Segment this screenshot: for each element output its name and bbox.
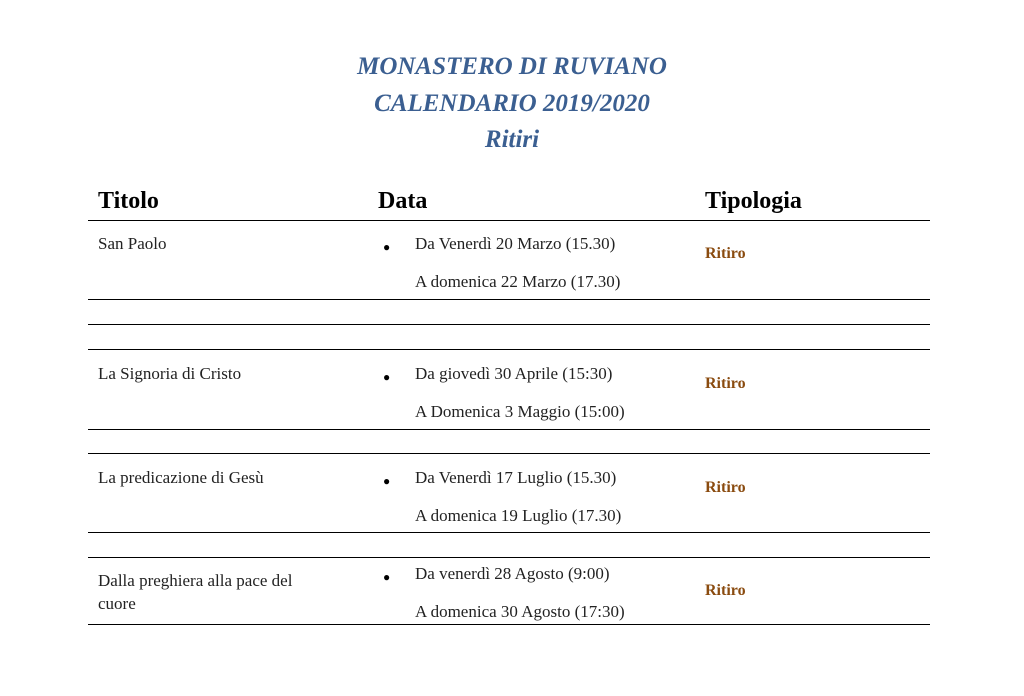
- row-3-tipologia: Ritiro: [705, 479, 746, 496]
- bullet-icon: ●: [383, 474, 391, 488]
- row-4-titolo-line1: Dalla preghiera alla pace del: [98, 571, 293, 590]
- row-divider: [88, 532, 930, 533]
- row-2-data-a: A Domenica 3 Maggio (15:00): [415, 402, 625, 421]
- row-4-titolo-line2: cuore: [98, 594, 136, 613]
- row-divider: [88, 429, 930, 430]
- row-3-data-a: A domenica 19 Luglio (17.30): [415, 506, 622, 525]
- document-section: Ritiri: [484, 126, 540, 153]
- row-divider: [88, 324, 930, 325]
- row-2-tipologia: Ritiro: [705, 375, 746, 392]
- column-header-data: Data: [378, 188, 428, 214]
- row-2-titolo: La Signoria di Cristo: [98, 364, 242, 383]
- column-header-tipologia: Tipologia: [705, 188, 802, 214]
- row-divider: [88, 557, 930, 558]
- row-3-data-da: Da Venerdì 17 Luglio (15.30): [415, 468, 617, 487]
- row-divider: [88, 299, 930, 300]
- row-4-tipologia: Ritiro: [705, 582, 746, 599]
- row-1-data-da: Da Venerdì 20 Marzo (15.30): [415, 234, 616, 253]
- row-1-data-a: A domenica 22 Marzo (17.30): [415, 272, 621, 291]
- row-divider: [88, 349, 930, 350]
- row-4-data-da: Da venerdì 28 Agosto (9:00): [415, 564, 610, 583]
- document-subtitle: CALENDARIO 2019/2020: [374, 90, 650, 117]
- row-3-titolo: La predicazione di Gesù: [98, 468, 264, 487]
- header-rule: [88, 220, 930, 221]
- row-divider: [88, 624, 930, 625]
- row-divider: [88, 453, 930, 454]
- row-2-data-da: Da giovedì 30 Aprile (15:30): [415, 364, 613, 383]
- row-1-tipologia: Ritiro: [705, 245, 746, 262]
- column-header-titolo: Titolo: [98, 188, 159, 214]
- row-1-titolo: San Paolo: [98, 234, 167, 253]
- row-4-data-a: A domenica 30 Agosto (17:30): [415, 602, 625, 621]
- bullet-icon: ●: [383, 240, 391, 254]
- document-title: MONASTERO DI RUVIANO: [357, 53, 667, 80]
- bullet-icon: ●: [383, 570, 391, 584]
- bullet-icon: ●: [383, 370, 391, 384]
